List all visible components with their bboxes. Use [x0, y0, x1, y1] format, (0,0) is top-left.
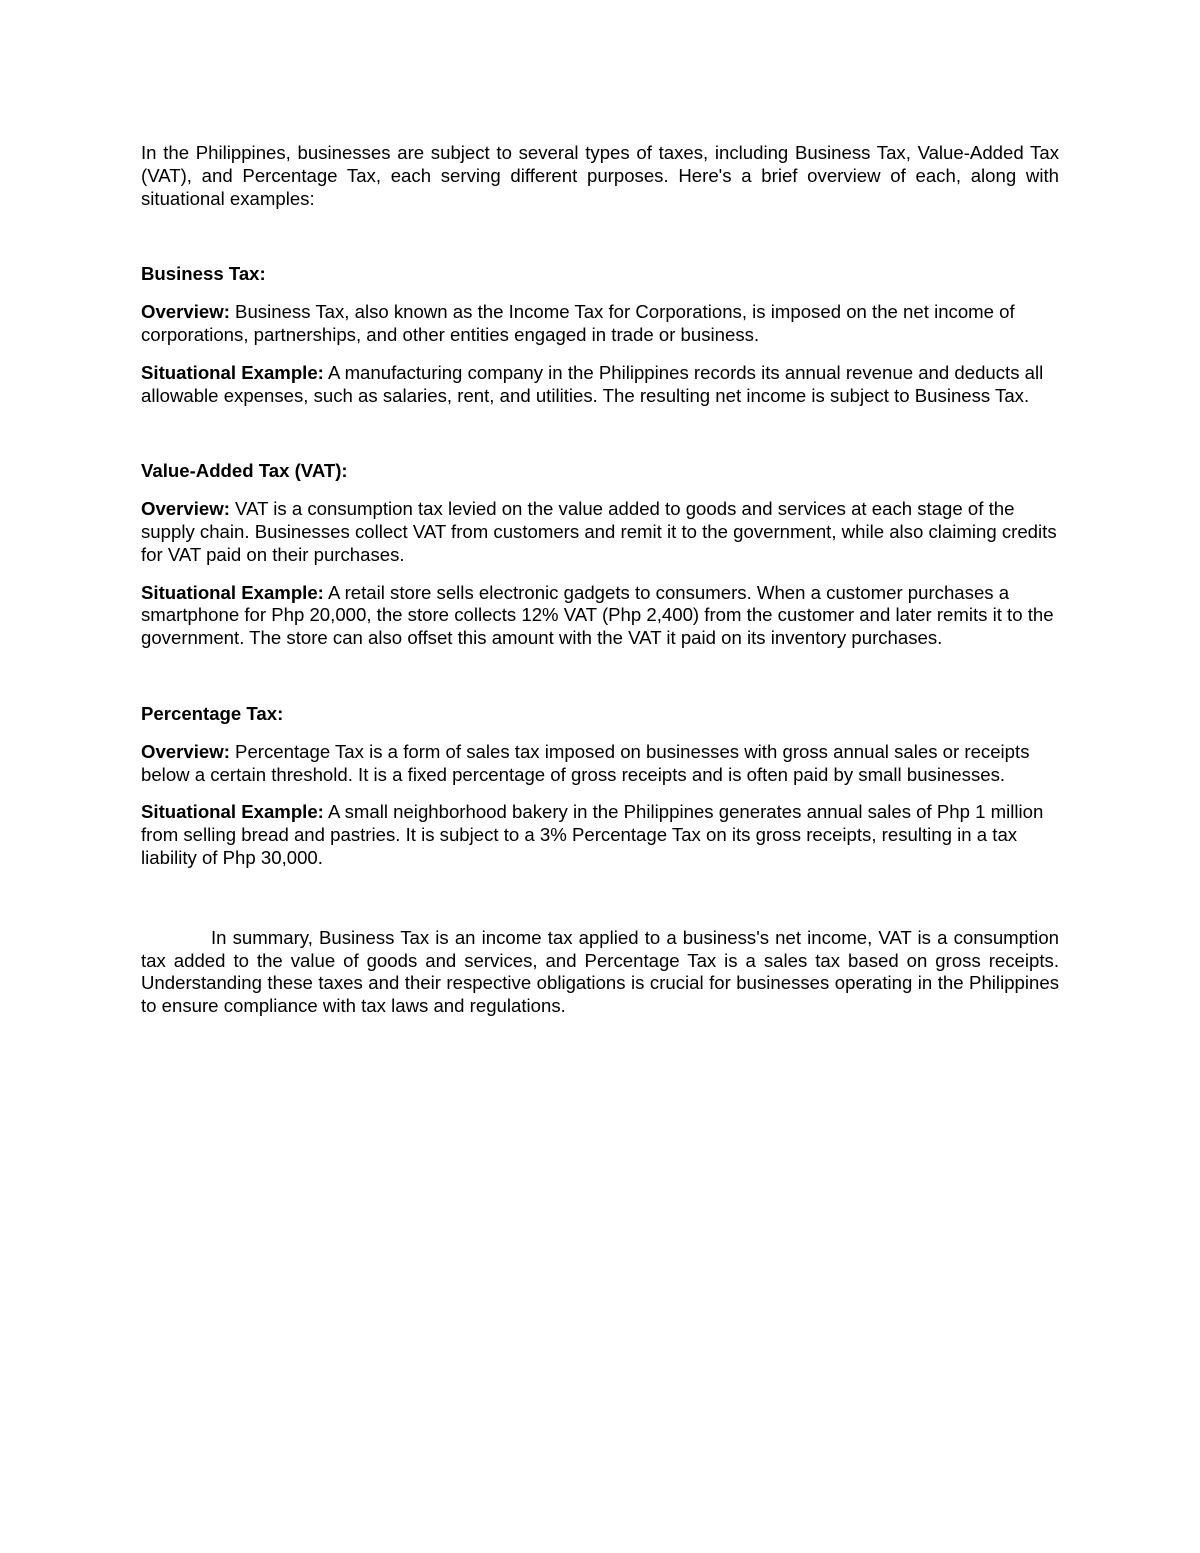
example-paragraph — [141, 362, 1059, 408]
example-label: Situational Example: — [141, 801, 324, 823]
overview-text: Business Tax, also known as the Income Tax for Corporations, is imposed on the net income of corporations, partnerships, and other entities engaged in trade or business. — [141, 301, 1015, 345]
overview-label: Overview: — [141, 301, 230, 323]
example-label: Situational Example: — [141, 581, 324, 603]
overview-text: Percentage Tax is a form of sales tax imposed on businesses with gross annual sales or receipts below a certain threshold. It is a fixed percentage of gross receipts and is often paid by small businesses. — [141, 740, 1030, 785]
overview-paragraph — [141, 301, 1059, 347]
section-vat — [141, 460, 1059, 650]
section-heading: Percentage Tax: — [141, 702, 284, 724]
example-paragraph — [141, 582, 1059, 650]
intro-paragraph: In the Philippines, businesses are subject to several types of taxes, including Business Tax, Value-Added Tax (VAT), and Percentage Tax, each serving different purposes. Here's a brief overview of each, along with situational examples: — [141, 142, 1059, 209]
example-text: A manufacturing company in the Philippines records its annual revenue and deducts all allowable expenses, such as salaries, rent, and utilities. The resulting net income is subject to Business Tax. — [141, 361, 1044, 406]
document-body — [141, 142, 1059, 1018]
section-business-tax — [141, 263, 1059, 407]
section-percentage-tax — [141, 703, 1059, 870]
example-text: A retail store sells electronic gadgets to consumers. When a customer purchases a smartphone for Php 20,000, the store collects 12% VAT (Php 2,400) from the customer and later remits it to the government. The store can also offset this amount with the VAT it paid on its inventory purchases. — [141, 581, 1054, 649]
section-heading: Value-Added Tax (VAT): — [141, 460, 348, 482]
example-label: Situational Example: — [141, 361, 324, 383]
overview-label: Overview: — [141, 740, 230, 762]
section-heading: Business Tax: — [141, 263, 266, 285]
example-text: A small neighborhood bakery in the Philippines generates annual sales of Php 1 million from selling bread and pastries. It is subject to a 3% Percentage Tax on its gross receipts, resulting in a tax liability of Php 30,000. — [141, 801, 1044, 868]
overview-label: Overview: — [141, 498, 230, 520]
overview-paragraph — [141, 741, 1059, 787]
overview-paragraph — [141, 498, 1059, 566]
overview-text: VAT is a consumption tax levied on the value added to goods and services at each stage of the supply chain. Businesses collect VAT from customers and remit it to the government, while also claiming credits for VAT paid on their purchases. — [141, 498, 1057, 565]
example-paragraph — [141, 801, 1059, 869]
summary-paragraph: In summary, Business Tax is an income tax applied to a business's net income, VAT is a consumption tax added to the value of goods and services, and Percentage Tax is a sales tax based on gross receipts. Understanding these taxes and their respective obligations is crucial for businesses operating in the Philippines to ensure compliance with tax laws and regulations. — [141, 926, 1059, 1017]
